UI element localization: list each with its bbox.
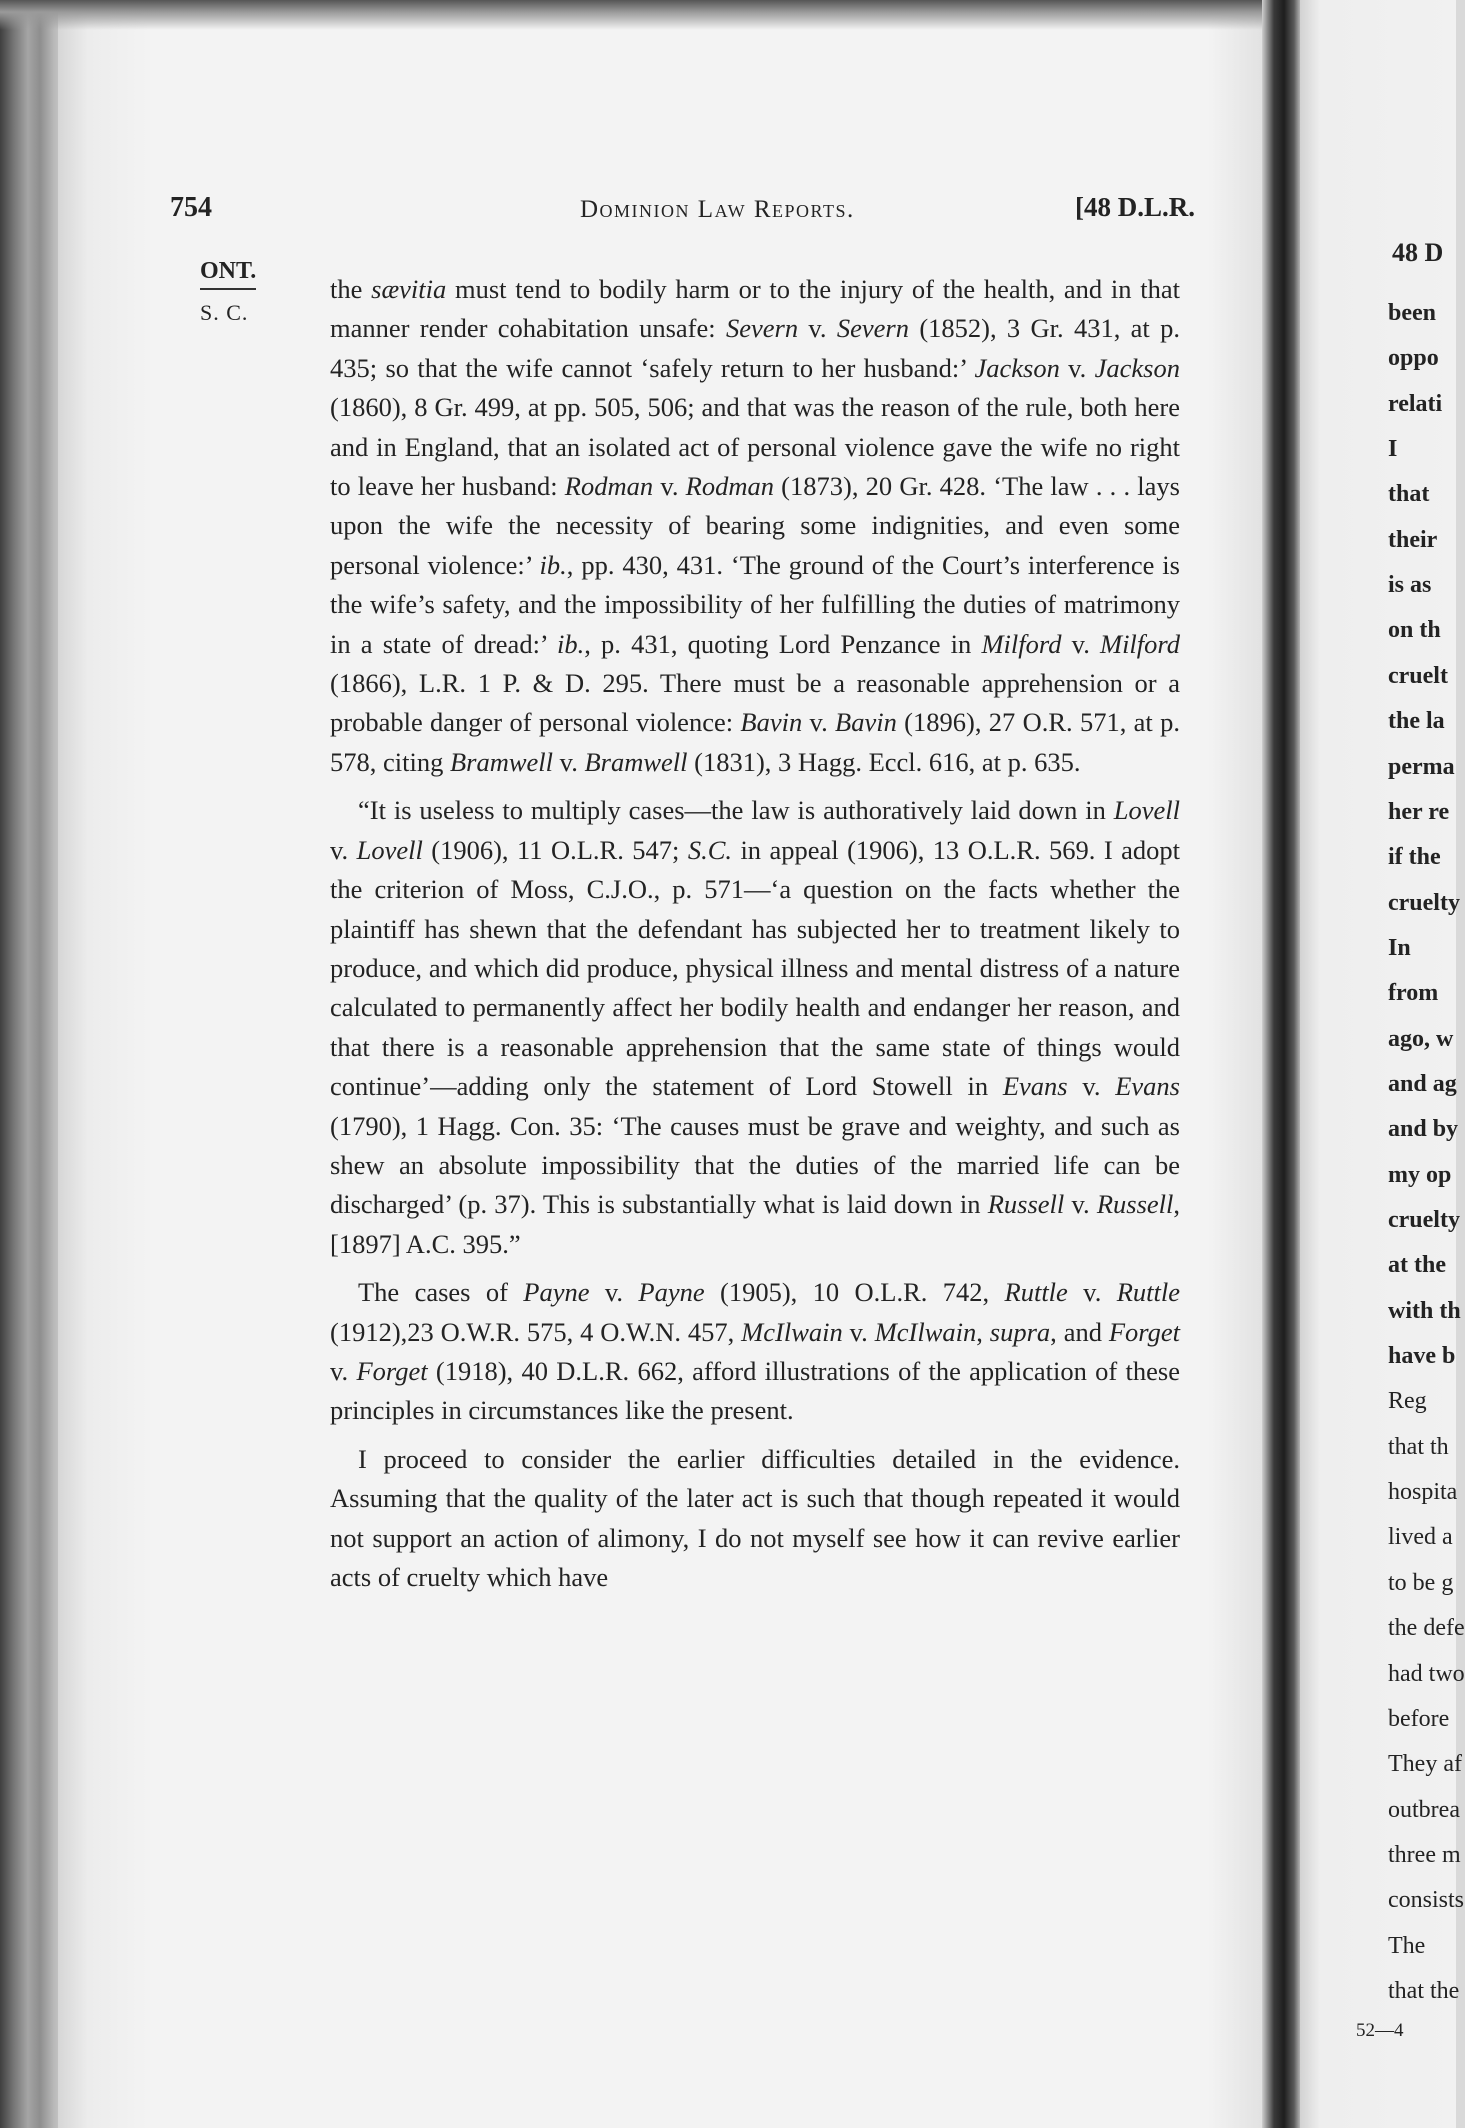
paragraph	[330, 1440, 1180, 1598]
text-run: v.	[802, 707, 836, 738]
margin-court: S. C.	[200, 300, 249, 325]
case-name: Bramwell	[584, 746, 688, 777]
text-run: must tend to bodily harm or to the injury of the health, and in that manner render cohabitation unsafe:	[330, 274, 1181, 344]
case-name: Russell	[1096, 1189, 1174, 1220]
right-page-line: consists	[1388, 1887, 1465, 1914]
margin-note	[200, 258, 290, 326]
case-name: Forget	[356, 1355, 428, 1386]
right-page-line: on th	[1388, 617, 1441, 644]
right-page-line: that the	[1388, 1978, 1460, 2004]
case-name: Rodman	[685, 471, 774, 502]
right-page-line: that th	[1388, 1433, 1449, 1460]
case-name: Evans	[1002, 1071, 1068, 1102]
top-edge-shadow	[0, 0, 1456, 30]
margin-jurisdiction: ONT.	[200, 258, 256, 290]
case-name: Evans	[1115, 1071, 1180, 1102]
right-page-line: oppo	[1388, 345, 1439, 372]
text-run: v.	[589, 1277, 639, 1308]
right-page-line: is as	[1388, 572, 1432, 599]
text-run: (1918), 40 D.L.R. 662, afford illustrations of the application of these principles in circumstances like the present.	[330, 1355, 1180, 1426]
right-page-line: lived a	[1388, 1524, 1453, 1551]
right-page-line: hospita	[1388, 1479, 1458, 1506]
right-page-line: her re	[1388, 798, 1450, 825]
case-name: Milford	[981, 628, 1062, 659]
case-name: Jackson	[974, 352, 1060, 383]
right-page-line: that	[1388, 481, 1430, 508]
text-run: (1852), 3 Gr. 431, at p. 435; so that the wife cannot ‘safely return to her husband:’	[330, 313, 1180, 383]
right-page-line: the la	[1388, 708, 1445, 735]
case-name: S.C.	[687, 834, 732, 865]
paragraph	[330, 791, 1180, 1264]
text-run: v.	[1061, 628, 1100, 659]
right-page-line: and ag	[1388, 1070, 1457, 1097]
volume-reference: [48 D.L.R.	[1075, 192, 1195, 222]
text-run: (1912),23 O.W.R. 575, 4 O.W.N. 457,	[330, 1316, 742, 1347]
case-name: supra	[989, 1316, 1051, 1347]
page-number: 754	[170, 192, 212, 223]
text-run: , [1897] A.C. 395.”	[330, 1189, 1181, 1259]
text-run: v.	[553, 746, 585, 777]
case-name: Ruttle	[1004, 1277, 1068, 1308]
text-run: v.	[1067, 1277, 1117, 1308]
case-name: Forget	[1108, 1316, 1181, 1347]
text-run: v.	[1067, 1071, 1116, 1102]
case-name: Bavin	[740, 707, 803, 738]
case-name: Bavin	[835, 707, 897, 738]
right-page-footer: 52—4	[1356, 2020, 1404, 2041]
text-run: The cases of	[358, 1277, 524, 1308]
case-name: Bramwell	[449, 746, 554, 777]
right-page-line: with th	[1388, 1297, 1461, 1324]
right-page-line: perma	[1388, 753, 1455, 780]
text-run: , p. 431, quoting Lord Penzance in	[584, 628, 982, 659]
text-run: in appeal (1906), 13 O.L.R. 569. I adopt the criterion of Moss, C.J.O., p. 571—‘a question on the facts whether the plaintiff has shewn that the defendant has subjected her to treatment likely to produce, and which did produce, physical illness and mental distress of a nature calculated to permanently affect her bodily health and endanger her reason, and that there is a reasonable apprehension that the same state of things would continue’—adding only the statement of Lord Stowell in	[330, 834, 1180, 1102]
right-page-line: to be g	[1388, 1569, 1454, 1596]
text-run: v.	[1059, 352, 1095, 383]
case-name: ib.	[539, 549, 567, 580]
text-run: I proceed to consider the earlier difficulties detailed in the evidence. Assuming that the quality of the later act is such that though repeated it would not support an action of alimony, I do not myself see how it can revive earlier acts of cruelty which have	[330, 1443, 1180, 1592]
text-run: (1896), 27 O.R. 571, at p. 578, citing	[330, 707, 1180, 777]
right-page-line: before	[1388, 1705, 1450, 1732]
text-run: v.	[330, 834, 357, 865]
text-run: (1906), 11 O.L.R. 547;	[422, 834, 688, 865]
case-name: McIlwain	[741, 1316, 843, 1347]
right-page-line: my op	[1388, 1161, 1452, 1188]
right-page-line: three m	[1388, 1841, 1461, 1868]
case-name: Lovell	[1113, 795, 1180, 826]
text-run: v.	[798, 313, 837, 344]
text-run: , and	[1050, 1316, 1109, 1347]
case-name: Severn	[836, 313, 909, 344]
text-run: “It is useless to multiply cases—the law is authoratively laid down in	[358, 795, 1114, 826]
text-run: (1831), 3 Hagg. Eccl. 616, at p. 635.	[687, 746, 1081, 777]
right-page-line: been	[1388, 300, 1436, 326]
right-page-line: the defe	[1388, 1615, 1465, 1642]
case-name: Rodman	[564, 471, 654, 502]
body-text	[330, 270, 1180, 1597]
paragraph	[330, 1273, 1180, 1431]
case-name: Payne	[523, 1277, 590, 1308]
case-name: Lovell	[356, 834, 423, 865]
text-run: (1790), 1 Hagg. Con. 35: ‘The causes must be grave and weighty, and such as shew an absolute impossibility that the duties of the married life can be discharged’ (p. 37). This is substantially what is laid down in	[330, 1110, 1180, 1220]
right-page-line: at the	[1388, 1252, 1446, 1279]
text-run: (1873), 20 Gr. 428. ‘The law . . . lays upon the wife the necessity of bearing some indignities, and even some personal violence:’	[330, 471, 1180, 580]
paragraph	[330, 270, 1180, 782]
right-page-line: They af	[1388, 1751, 1462, 1778]
text-run: ,	[976, 1316, 990, 1347]
case-name: sævitia	[371, 274, 447, 304]
right-page-line: have b	[1388, 1343, 1456, 1370]
right-page-line: I	[1388, 436, 1398, 463]
case-name: ib.	[556, 628, 585, 659]
right-page-line: Reg	[1388, 1388, 1427, 1415]
page-header	[170, 192, 1195, 242]
right-page-line: The	[1388, 1932, 1426, 1959]
right-page-line: if the	[1388, 844, 1441, 871]
text-run: (1860), 8 Gr. 499, at pp. 505, 506; and that was the reason of the rule, both here and in England, that an isolated act of personal violence gave the wife no right to leave her husband:	[330, 392, 1180, 502]
text-run: v.	[842, 1316, 875, 1347]
text-run: v.	[1064, 1189, 1097, 1220]
right-page-line: cruelty	[1388, 889, 1460, 916]
case-name: Payne	[638, 1277, 705, 1308]
right-page-line: and by	[1388, 1116, 1459, 1143]
text-run: v.	[330, 1355, 357, 1386]
text-run: (1905), 10 O.L.R. 742,	[704, 1277, 1005, 1308]
text-run: , pp. 430, 431. ‘The ground of the Court’s interference is the wife’s safety, and the impossibility of her fulfilling the duties of matrimony in a state of dread:’	[330, 549, 1180, 659]
case-name: Severn	[725, 313, 799, 344]
book-gutter	[1262, 0, 1302, 2128]
text-run: the	[330, 274, 372, 304]
right-page-line: from	[1388, 980, 1439, 1007]
right-page-line: ago, w	[1388, 1025, 1454, 1052]
case-name: Milford	[1100, 628, 1180, 659]
right-page-line: outbrea	[1388, 1796, 1460, 1823]
right-page-line: had two	[1388, 1660, 1465, 1687]
right-page-line: cruelt	[1388, 662, 1448, 689]
case-name: Jackson	[1094, 352, 1180, 383]
case-name: McIlwain	[874, 1316, 977, 1347]
right-page-header: 48 D	[1392, 238, 1444, 267]
right-page-line: relati	[1388, 390, 1443, 417]
case-name: Russell	[987, 1189, 1065, 1220]
right-page-line: their	[1388, 526, 1438, 553]
running-title: Dominion Law Reports.	[580, 196, 855, 223]
text-run: v.	[653, 471, 686, 502]
right-page-line: In	[1388, 934, 1411, 961]
right-page-line: cruelty	[1388, 1207, 1460, 1234]
case-name: Ruttle	[1116, 1277, 1181, 1308]
text-run: (1866), L.R. 1 P. & D. 295. There must be a reasonable apprehension or a probable danger of personal violence:	[330, 668, 1180, 738]
